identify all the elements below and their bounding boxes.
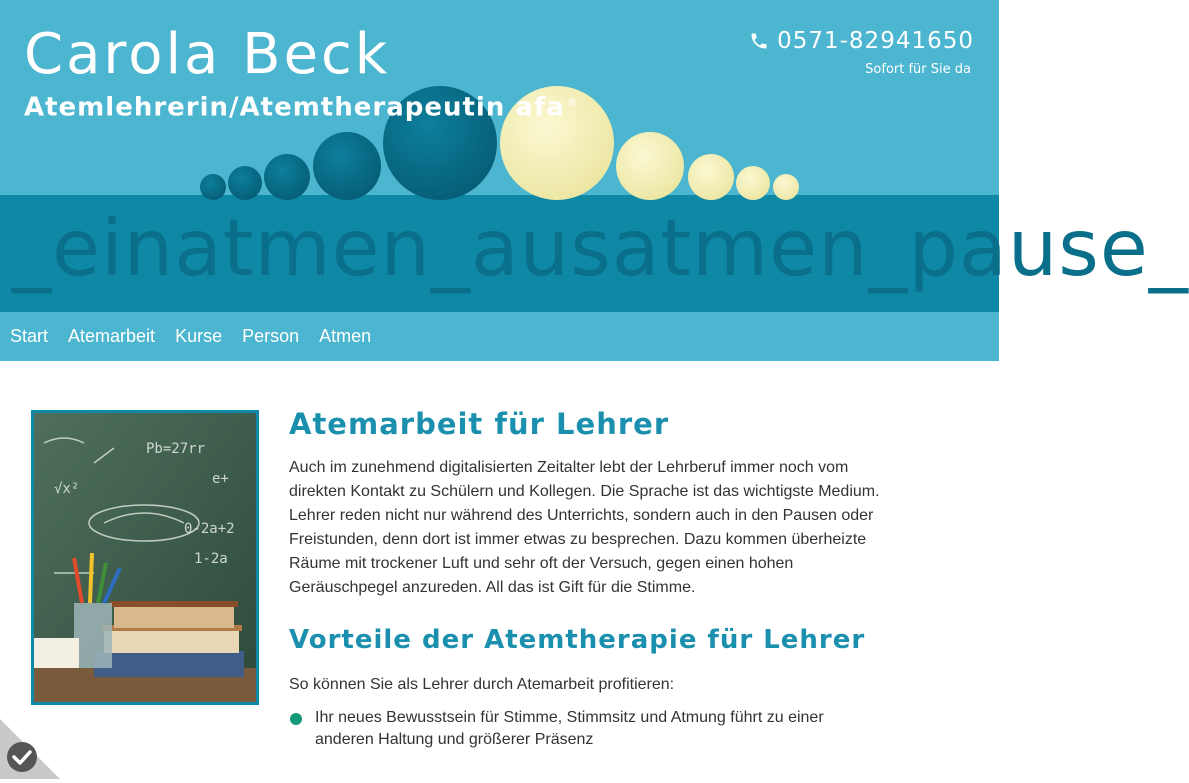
nav-item-kurse[interactable]: Kurse — [175, 326, 223, 346]
bullet-icon — [290, 713, 302, 725]
site-subtitle-text: Atemlehrerin/Atemtherapeutin afa — [24, 92, 565, 123]
board-formula-4: 1-2a — [194, 551, 228, 567]
cookie-consent-button[interactable] — [0, 719, 60, 779]
contact-box — [749, 28, 974, 77]
site-subtitle — [24, 86, 579, 125]
nav-item-person[interactable]: Person — [242, 326, 300, 346]
benefits-lead: So können Sie als Lehrer durch Atemarbeit profitieren: — [289, 676, 675, 693]
section-title: Vorteile der Atemtherapie für Lehrer — [289, 625, 866, 655]
circle-dark-2 — [228, 166, 262, 200]
circle-light-4 — [736, 166, 770, 200]
circle-light-3 — [688, 154, 734, 200]
nav-item-start[interactable]: Start — [10, 326, 49, 346]
phone-icon — [749, 31, 769, 51]
board-formula-1: Pb=27rr — [146, 441, 206, 457]
main-nav — [0, 312, 999, 361]
page-title: Atemarbeit für Lehrer — [289, 407, 670, 441]
phone-note: Sofort für Sie da — [865, 62, 971, 77]
nav-item-atemarbeit[interactable]: Atemarbeit — [68, 326, 156, 346]
circle-light-2 — [616, 132, 684, 200]
list-item — [289, 707, 879, 751]
board-formula-5: √x² — [54, 481, 80, 497]
registered-mark: ® — [566, 96, 579, 109]
slogan-text: _einatmen_ausatmen_pause_ — [12, 204, 1189, 294]
site-title[interactable]: Carola Beck — [24, 22, 391, 87]
phone-link[interactable] — [749, 28, 974, 54]
circle-light-5 — [773, 174, 799, 200]
benefit-text: Ihr neues Bewusstsein für Stimme, Stimmsitz und Atmung führt zu einer anderen Haltung und größerer Präsenz — [315, 709, 824, 748]
main-content — [289, 402, 889, 751]
chalkboard-books-image — [31, 410, 259, 705]
benefits-list — [289, 707, 889, 751]
nav-item-atmen[interactable]: Atmen — [319, 326, 372, 346]
board-formula-2: e+ — [212, 471, 229, 487]
site-header — [0, 0, 1189, 312]
intro-paragraph: Auch im zunehmend digitalisierten Zeitalter lebt der Lehrberuf immer noch vom direkten Kontakt zu Schülern und Kollegen. Die Sprache ist das wichtigste Medium. Lehrer reden nicht nur während des Unterrichts, sondern auch in den Pausen oder Freistunden, denn dort ist immer etwas zu besprechen. Dazu kommen überheizte Räume mit trockener Luft und sehr oft der Versuch, gegen einen hohen Geräuschpegel anzureden. All das ist Gift für die Stimme. — [289, 459, 880, 596]
circle-dark-4 — [313, 132, 381, 200]
phone-number: 0571-82941650 — [777, 28, 974, 54]
circle-dark-3 — [264, 154, 310, 200]
board-formula-3: 0-2a+2 — [184, 521, 235, 537]
circle-dark-1 — [200, 174, 226, 200]
